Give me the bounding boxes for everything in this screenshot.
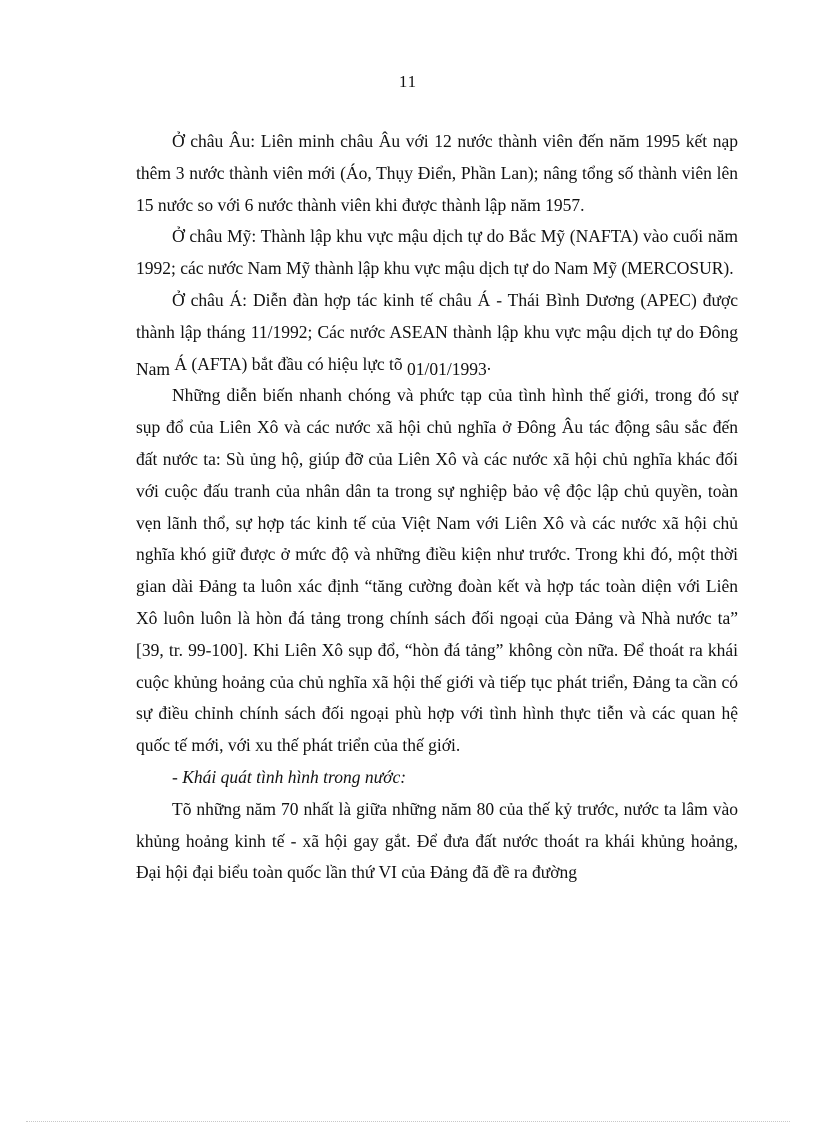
paragraph-asia-text-e: . — [486, 353, 492, 374]
paragraph-world-situation: Những diễn biến nhanh chóng và phức tạp của tình hình thế giới, trong đó sự sụp đổ của Liên Xô và các nước xã hội chủ nghĩa ở Đông Âu tác động sâu sắc đến đất nước ta: Sù ủng hộ, giúp đỡ của Liên Xô và các nước xã hội chủ nghĩa khác đối với cuộc đấu tranh của nhân dân ta trong sự nghiệp bảo vệ độc lập chủ quyền, toàn vẹn lãnh thổ, sự hợp tác kinh tế của Việt Nam với Liên Xô và các nước xã hội chủ nghĩa khó giữ được ở mức độ và những điều kiện như trước. Trong khi đó, một thời gian dài Đảng ta luôn xác định “tăng cường đoàn kết và hợp tác toàn diện với Liên Xô luôn luôn là hòn đá tảng trong chính sách đối ngoại của Đảng và Nhà nước ta” [39, tr. 99-100]. Khi Liên Xô sụp đổ, “hòn đá tảng” không còn nữa. Để thoát ra khái cuộc khủng hoảng của chủ nghĩa xã hội thế giới và tiếp tục phát triển, Đảng ta cần có sự điều chỉnh chính sách đối ngoại phù hợp với tình hình thực tiễn và các quan hệ quốc tế mới, với xu thế phát triển của thế giới. — [136, 385, 738, 756]
paragraph-asia-date: 01/01/1993 — [407, 358, 487, 379]
paragraph-americas: Ở châu Mỹ: Thành lập khu vực mậu dịch tự do Bắc Mỹ (NAFTA) vào cuối năm 1992; các nước Nam Mỹ thành lập khu vực mậu dịch tự do Nam Mỹ (MERCOSUR). — [136, 226, 738, 279]
paragraph-domestic: Tõ những năm 70 nhất là giữa những năm 80 của thế kỷ trước, nước ta lâm vào khủng hoảng kinh tế - xã hội gay gắt. Để đưa đất nước thoát ra khái khủng hoảng, Đại hội đại biểu toàn quốc lần thứ VI của Đảng đã đề ra đường — [136, 798, 738, 883]
page-number: 11 — [398, 72, 418, 91]
paragraph-asia — [136, 285, 738, 380]
page-bottom-rule — [26, 1121, 790, 1122]
paragraph-asia-text-b: Nam — [136, 358, 171, 379]
paragraph-asia-text-c: Á (AFTA) bắt đầu có hiệu lực tõ — [170, 353, 408, 374]
paragraph-asia-text-a: Ở châu Á: Diễn đàn hợp tác kinh tế châu Á - Thái Bình Dương (APEC) được thành lập tháng 11/1992; Các nước ASEAN thành lập khu vực mậu dịch tự do Đông — [136, 289, 738, 342]
paragraph-europe: Ở châu Âu: Liên minh châu Âu với 12 nước thành viên đến năm 1995 kết nạp thêm 3 nước thành viên mới (Áo, Thụy Điển, Phần Lan); nâng tổng số thành viên lên 15 nước so với 6 nước thành viên khi được thành lập năm 1957. — [136, 131, 738, 215]
paragraph-domestic-heading: - Khái quát tình hình trong nước: — [172, 766, 407, 787]
body-text — [136, 126, 738, 889]
